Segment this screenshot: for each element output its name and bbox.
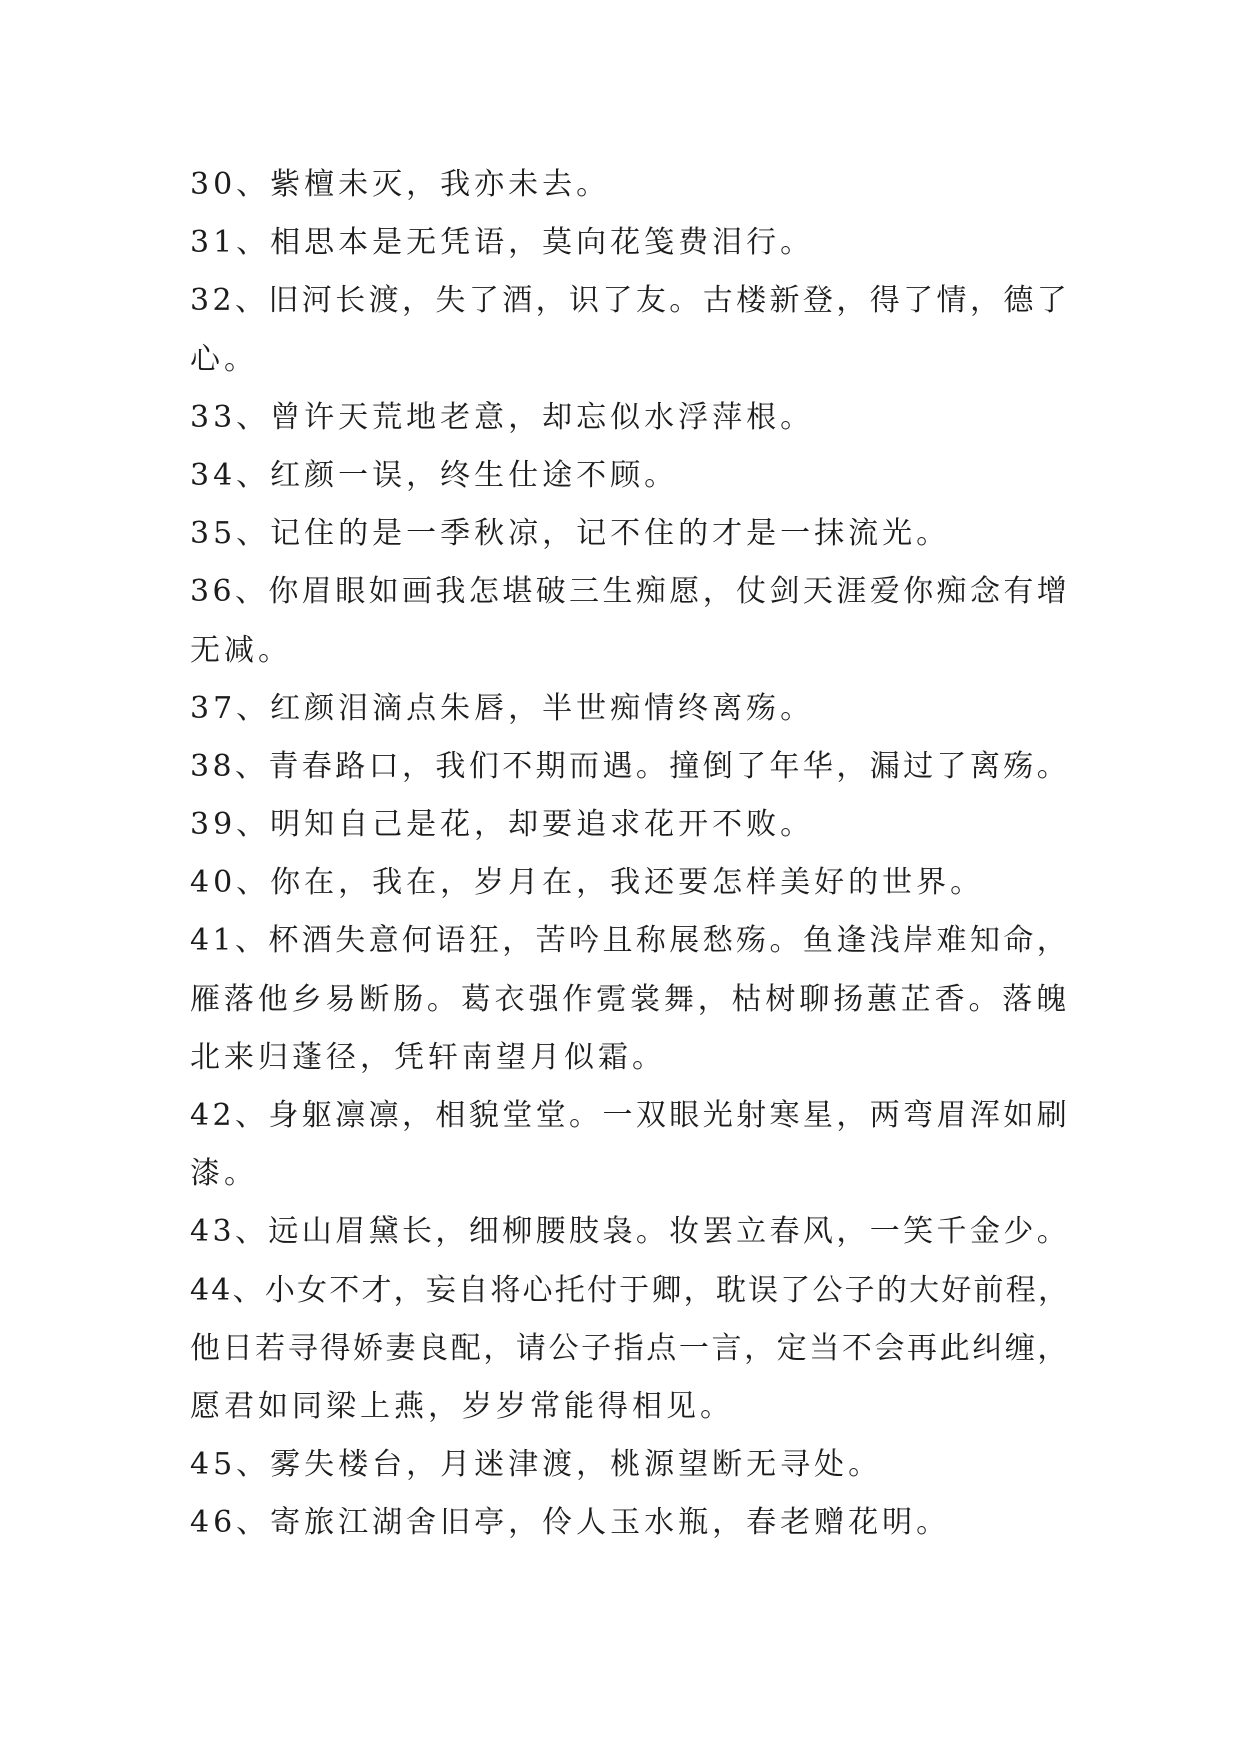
- text-line: 36、你眉眼如画我怎堪破三生痴愿，仗剑天涯爱你痴念有增: [190, 574, 1071, 610]
- text-line: 42、身躯凛凛，相貌堂堂。一双眼光射寒星，两弯眉浑如刷: [190, 1098, 1071, 1133]
- text-line: 33、曾许天荒地老意，却忘似水浮萍根。: [190, 399, 815, 435]
- text-line: 46、寄旅江湖舍旧亭，伶人玉水瓶，春老赠花明。: [190, 1505, 951, 1541]
- text-line: 雁落他乡易断肠。葛衣强作霓裳舞，枯树聊扬蕙芷香。落魄: [190, 981, 1070, 1017]
- text-line: 31、相思本是无凭语，莫向花笺费泪行。: [190, 225, 815, 261]
- text-line: 30、紫檀未灭，我亦未去。: [190, 167, 611, 202]
- text-line: 35、记住的是一季秋凉，记不住的才是一抹流光。: [190, 516, 951, 552]
- text-line: 37、红颜泪滴点朱唇，半世痴情终离殇。: [190, 690, 815, 726]
- text-line: 44、小女不才，妄自将心托付于卿，耽误了公子的大好前程，: [190, 1272, 1071, 1308]
- text-line: 38、青春路口，我们不期而遇。撞倒了年华，漏过了离殇。: [190, 748, 1071, 784]
- text-line: 45、雾失楼台，月迷津渡，桃源望断无寻处。: [190, 1447, 883, 1483]
- text-line: 34、红颜一误，终生仕途不顾。: [190, 457, 679, 493]
- text-line: 愿君如同梁上燕，岁岁常能得相见。: [190, 1388, 734, 1424]
- text-line: 心。: [190, 341, 258, 377]
- text-line: 39、明知自己是花，却要追求花开不败。: [190, 807, 815, 843]
- text-line: 漆。: [190, 1156, 258, 1192]
- text-line: 40、你在，我在，岁月在，我还要怎样美好的世界。: [190, 865, 985, 901]
- text-line: 他日若寻得娇妻良配，请公子指点一言，定当不会再此纠缠，: [190, 1330, 1070, 1366]
- document-body: [190, 156, 1070, 1553]
- text-line: 无减。: [190, 632, 292, 668]
- text-line: 41、杯酒失意何语狂，苦吟且称展愁殇。鱼逢浅岸难知命，: [190, 923, 1071, 959]
- text-line: 43、远山眉黛长，细柳腰肢袅。妆罢立春风，一笑千金少。: [190, 1214, 1071, 1250]
- text-line: 北来归蓬径，凭轩南望月似霜。: [190, 1039, 666, 1075]
- text-line: 32、旧河长渡，失了酒，识了友。古楼新登，得了情，德了: [190, 283, 1071, 319]
